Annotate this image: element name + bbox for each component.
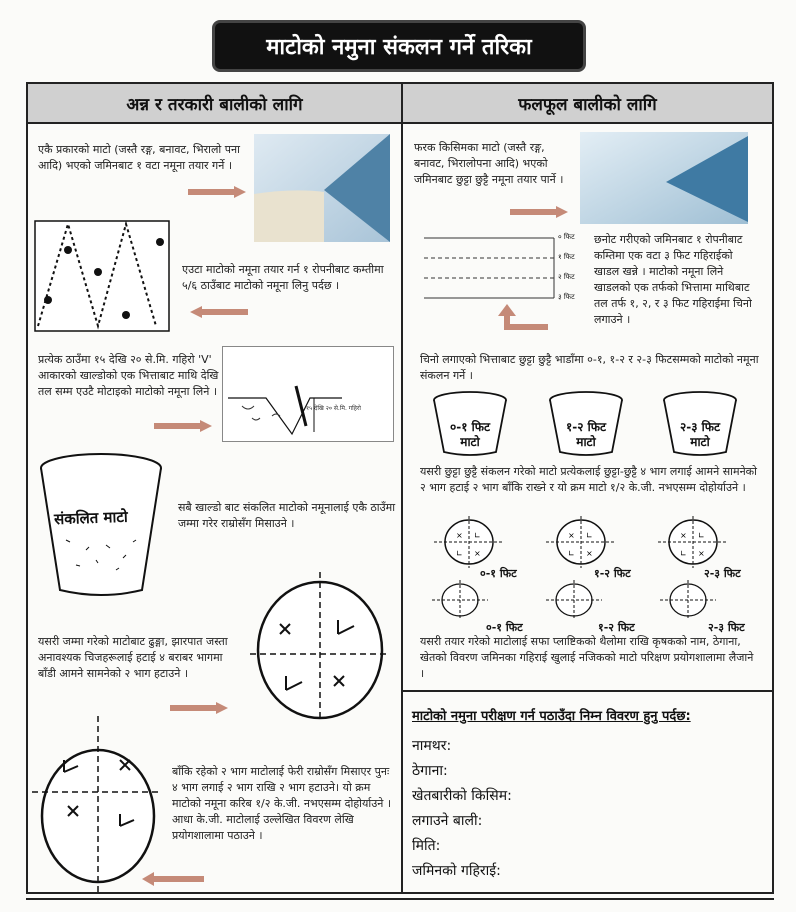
quarter-circle-0-1-large [434,516,504,568]
svg-text:∟: ∟ [586,531,593,540]
bucket-0-1-ft-label [434,420,506,450]
svg-text:∟: ∟ [474,531,481,540]
bucket-2-3-ft-label [664,420,736,450]
zigzag-sampling-diagram [34,220,170,332]
left-step3-text: प्रत्येक ठाउँमा १५ देखि २० से.मि. गहिरो 'V' आकारको खाल्डोको एक भित्ताबाट माथि देखि तल सम्म एउटै मोटाइको माटोको नमूना लिने । [38,353,219,398]
form-field-depth: जमिनको गहिराई: [412,863,501,879]
form-heading: माटोको नमुना परीक्षण गर्न पठाउँदा निम्न विवरण हुनु पर्दछ: [412,709,691,724]
quarter-circle-1-2-small [546,580,602,620]
arrow-right [510,206,572,218]
circle-label-1-2-small: १-२ फिट [598,621,635,634]
v-pit-sketch [222,346,394,442]
arrow-right [154,420,216,432]
svg-text:×: × [586,549,593,558]
circle-label-1-2: १-२ फिट [594,567,631,580]
quarter-circle-2-3-small [660,580,716,620]
right-step5-text: यसरी तयार गरेको माटोलाई सफा प्लाष्टिकको थैलोमा राखि कृषकको नाम, ठेगाना, खेतको विवरण जमिनका गहिराई खुलाई नजिकको माटो परिक्षण प्रयोगशालामा लैजाने । [420,635,754,680]
circle-label-2-3: २-३ फिट [704,567,741,580]
svg-text:∟: ∟ [698,531,705,540]
depth-label-1: १ फिट [558,253,575,261]
quarter-circle-0-1-small [432,580,488,620]
arrow-left [188,306,250,318]
orchard-soil-image [580,132,748,224]
bucket-label-line2: माटो [690,435,710,449]
right-column-header: फलफूल बालीको लागि [403,84,772,124]
bucket-label-line2: माटो [576,435,596,449]
pit-depth-diagram [424,230,566,308]
svg-text:∟: ∟ [456,549,463,558]
right-step1-text: फरक किसिमका माटो (जस्तै रङ्ग, बनावट, भिरालोपना आदि) भएको जमिनबाट छुट्टा छुट्टै नमूना तयार पार्ने । [414,141,564,186]
circle-label-0-1-small: ०-१ फिट [486,621,523,634]
bucket-label-line1: ०-१ फिट [449,420,491,434]
svg-text:×: × [474,549,481,558]
form-field-name: नामथर: [412,738,452,754]
depth-label-0: ० फिट [558,233,575,241]
quartering-circle-diagram [250,572,390,722]
collected-soil-label: संकलित माटो [53,507,129,529]
form-field-address: ठेगाना: [412,763,448,779]
left-step4-text: सबै खाल्डो बाट संकलित माटोको नमूनालाई एकै ठाउँमा जम्मा गरेर राम्रोसँग मिसाउने । [178,501,396,530]
circle-label-0-1: ०-१ फिट [480,567,517,580]
left-step2-text: एउटा माटोको नमूना तयार गर्न १ रोपनीबाट कम्तीमा ५/६ ठाउँबाट माटोको नमूना लिनु पर्दछ । [182,263,384,292]
form-divider [403,690,772,692]
left-step6-text: बाँकि रहेको २ भाग माटोलाई फेरी राम्रोसँग मिसाएर पुनः ४ भाग लगाई २ भाग राखि २ भाग हटाउने। यो क्रम माटोको नमूना करिब १/२ के.जी. नभएसम्म दोहोर्याउने । आधा के.जी. माटोलाई उल्लेखित विवरण लेखि प्रयोगशालामा पठाउने । [172,765,392,842]
svg-text:×: × [680,531,687,540]
bucket-label-line1: १-२ फिट [565,420,607,434]
soil-field-image [254,134,390,242]
bucket-label-line2: माटो [460,435,480,449]
svg-text:∟: ∟ [680,549,687,558]
bucket-label-line1: २-३ फिट [679,420,721,434]
form-field-land-type: खेतबारीको किसिम: [412,788,512,804]
depth-label-2: २ फिट [558,273,575,281]
left-step1-text: एकै प्रकारको माटो (जस्तै रङ्ग, बनावट, भिरालो पना आदि) भएको जमिनबाट १ वटा नमूना तयार गर्ने । [38,143,240,172]
arrow-right [188,186,248,198]
svg-text:×: × [698,549,705,558]
form-field-crop: लगाउने बाली: [412,813,483,829]
quartering-circle-diagram-repeat [32,716,160,892]
quarter-circle-2-3-large [658,516,728,568]
right-step4-text: यसरी छुट्टा छुट्टै संकलन गरेको माटो प्रत्येकलाई छुट्टा-छुट्टै ४ भाग लगाई आमने सामनेको २ भाग हटाई २ भाग बाँकि राख्ने र यो क्रम माटो १/२ के.जी. नभएसम्म दोहोर्याउने । [420,465,757,494]
bucket-1-2-ft-label [550,420,622,450]
svg-text:×: × [568,531,575,540]
arrow-right [170,702,232,714]
quarter-circle-1-2-large [546,516,616,568]
left-column-header: अन्न र तरकारी बालीको लागि [28,84,401,124]
depth-label-3: ३ फिट [558,293,575,301]
right-step3-text: चिनो लगाएको भित्ताबाट छुट्टा छुट्टै भाडाँमा ०-१, १-२ र २-३ फिटसम्मको माटोको नमूना संकलन गर्ने । [420,353,759,382]
arrow-left [140,872,206,886]
arrow-up-left [496,304,550,334]
form-field-date: मिति: [412,838,441,854]
left-step5-text: यसरी जम्मा गरेको माटोबाट ढुङ्गा, झारपात जस्ता अनावश्यक चिजहरूलाई हटाई ४ बराबर भागमा बाँडी आमने सामनेको २ भाग हटाउने । [38,635,228,680]
page-title: माटोको नमुना संकलन गर्ने तरिका [212,20,586,72]
v-pit-sketch-label: १५ देखि २० से.मि. गहिरो [306,405,361,412]
svg-text:∟: ∟ [568,549,575,558]
svg-text:×: × [456,531,463,540]
circle-label-2-3-small: २-३ फिट [708,621,745,634]
right-step2-text: छनोट गरीएको जमिनबाट १ रोपनीबाट कम्तिमा एक वटा ३ फिट गहिराईको खाडल खन्ने । माटोको नमूना लिने खाडलको एक तर्फको भित्तामा माथिबाट तल तर्फ १, २, र ३ फिट गहिराईमा चिनो लगाउने । [594,233,752,326]
column-divider [401,82,403,894]
